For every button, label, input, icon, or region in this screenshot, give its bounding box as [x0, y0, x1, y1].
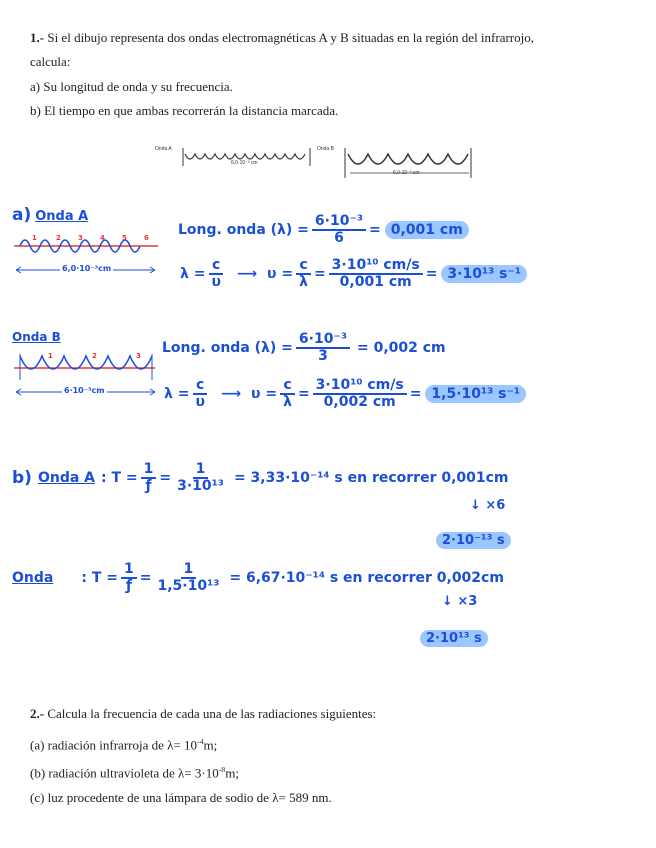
problem1-part-b: b) El tiempo en que ambas recorrerán la distancia marcada.: [30, 103, 339, 118]
time-b-result: = 6,67·10⁻¹⁴ s en recorrer 0,002cm: [229, 569, 504, 586]
onda-b-label: Onda B: [12, 330, 61, 344]
onda-b-sketch: 1 2 3 6·10⁻³cm: [10, 350, 160, 404]
onda-b-freq-eq: λ = $\frac{c}{\upsilon}$ ⟶ υ = $\frac{c}{\lambda}$ = $\frac{\text{3·10¹⁰ cm/s}}{0,002 cm}$ = 1,5·10¹³ s⁻¹: [164, 378, 526, 409]
onda-a-long-eq: Long. onda (λ) = $\frac{\text{6·10⁻³}}{6}$ = 0,001 cm: [178, 214, 469, 245]
problem1-number: 1.-: [30, 30, 45, 45]
problem1-line1: [30, 30, 534, 46]
time-a-multiplier: ↓ ×6: [470, 498, 506, 513]
onda-a-sketch: 1 2 3 4 5 6 6,0·10⁻³cm: [10, 232, 160, 282]
problem2-c: (c) luz procedente de una lámpara de sodio de λ= 589 nm.: [30, 790, 332, 805]
onda-b-long-result: = 0,002 cm: [357, 339, 446, 356]
time-b-multiplier: ↓ ×3: [442, 594, 478, 609]
time-a-eq: b) Onda A : T = $\frac{1}{ƒ}$ = $\frac{1}{\text{3·10¹³}}$ = 3,33·10⁻¹⁴ s en recorrer 0,001cm: [12, 461, 509, 494]
onda-b-long-eq: Long. onda (λ) = $\frac{\text{6·10⁻³}}{3}$ = 0,002 cm: [162, 331, 446, 364]
time-b-final: 2·10¹³ s: [420, 630, 488, 647]
problem1-line2: calcula:: [30, 54, 71, 69]
time-a-result: = 3,33·10⁻¹⁴ s en recorrer 0,001cm: [233, 469, 509, 486]
wave-b-path: [348, 154, 468, 164]
wave-a-distance: 6,0·10⁻³ cm: [231, 160, 258, 166]
onda-a-freq-eq: λ = $\frac{c}{\upsilon}$ ⟶ υ = $\frac{c}{\lambda}$ = $\frac{\text{3·10¹⁰ cm/s}}{0,001 cm}$ = 3·10¹³ s⁻¹: [180, 258, 527, 289]
onda-b-sketch-distance: 6·10⁻³cm: [64, 386, 105, 395]
problem2-b: (b) radiación ultravioleta de $\lambda= 3\cdot 10^{-8}m$;: [30, 765, 239, 781]
problem2-a: (a) radiación infrarroja de $\lambda= 10^{-4}m$;: [30, 737, 218, 753]
onda-a-freq-result: 3·10¹³ s⁻¹: [441, 265, 527, 283]
problem2-statement: 2.- Calcula la frecuencia de cada una de las radiaciones siguientes:: [30, 706, 377, 721]
wave-figure-svg: [155, 140, 475, 180]
solution-a-head: a) Onda A: [12, 205, 89, 225]
problem1-part-a: a) Su longitud de onda y su frecuencia.: [30, 79, 233, 94]
wave-b-distance: 6,0·10⁻³ cm: [393, 170, 420, 176]
wave-a-label: Onda A: [155, 146, 172, 152]
wave-figure: [155, 140, 475, 180]
onda-a-long-result: 0,001 cm: [385, 221, 469, 239]
onda-b-freq-result: 1,5·10¹³ s⁻¹: [425, 385, 526, 403]
wave-a-path: [185, 154, 305, 159]
problem1-statement: Si el dibujo representa dos ondas electromagnéticas A y B situadas en la región del infrarrojo,: [47, 30, 534, 45]
wave-b-label: Onda B: [317, 146, 334, 152]
time-b-eq: Onda : T = $\frac{1}{ƒ}$ = $\frac{1}{\text{1,5·10¹³}}$ = 6,67·10⁻¹⁴ s en recorrer 0,002cm: [12, 561, 504, 594]
time-a-final: 2·10⁻¹³ s: [436, 532, 511, 549]
onda-a-label: Onda A: [35, 209, 89, 224]
onda-a-sketch-distance: 6,0·10⁻³cm: [62, 264, 112, 273]
